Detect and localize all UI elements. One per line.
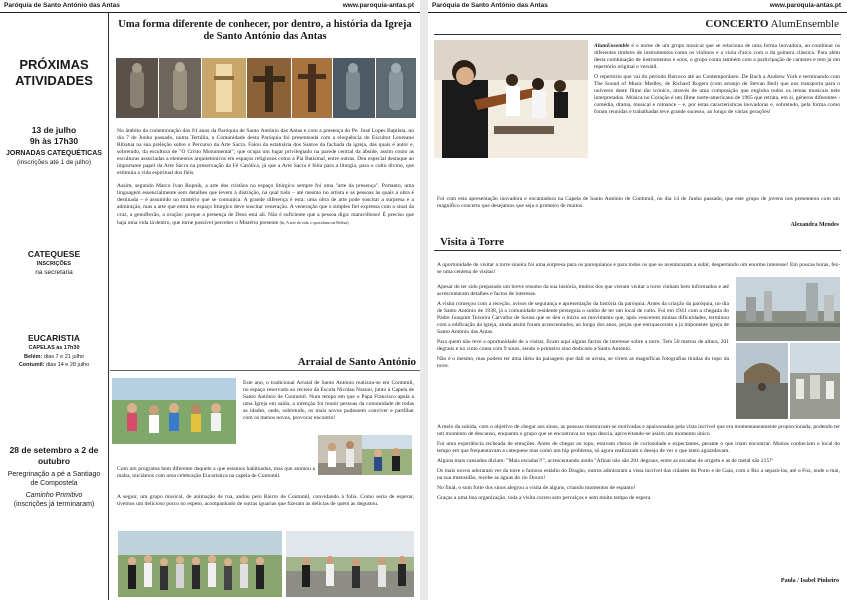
arraial-body-top [243,380,414,425]
arraial-paragraph: Com um programa bem diferente daquele a que estamos habituados, mas que animou a malta, iniciámos com uma celebração Eucarística na capela de Contumil. [117,466,315,480]
tower-body-left [437,284,729,374]
tower-paragraph: A visita começou com a receção, avisos de segurança e apresentação da história da paróquia. Antes da criação da paróquia, no dia de Santo António de 1938, já a comunidade residente perseguia o sonho de ter um local de culto. Foi em 1941 com a chegada do Padre Joaquim Teixeira Carvalho de Sousa que se deu o início ao movimento que, após vencerem muitas dificuldades, terminou com a edificação da igreja, ainda assim foram acrescentados, ao longo dos anos, peças que enriqueceram a já imponente igreja de Santo António das Antas. [437,301,729,336]
concert-paragraph: Foi com esta apresentação inovadora e encantadora na Capela de Santo António de Contumil, no dia 14 de Junho passado, que este grupo de jovens nos presenteou com um magnífico concerto que desejamos que seja o primeiro de muitos. [437,196,840,210]
event-date: 13 de julho [31,125,77,135]
event-belem: Belém: dias 7 e 21 julho [24,353,84,360]
arraial-title: Arraial de Santo António [297,356,416,368]
section-divider [434,34,841,35]
tower-author: Paula / Isabel Pinheiro [780,578,839,584]
tower-paragraph: A oportunidade de visitar a torre sineira foi uma surpresa para os paroquianos e para todos os que se aventuraram a subir, despertando um enorme interesse! Em poucas horas, fez-se uma centena de visitas! [437,262,840,276]
event-name: EUCARISTIA [28,333,80,343]
tower-paragraph: Não é o mesmo, mas podem ter uma ideia da paisagem que dali se avista, se virem as magníficas fotografias tiradas do topo da torre. [437,356,729,370]
arraial-paragraph: A seguir, um grupo musical, de animação de rua, andou pelo Bairro de Contumil, convidando à folia. Como seria de esperar, tivemos um delicioso porco no espeto, acompanhado de outras iguarias que fizeram as delícias de quem as degustou. [117,494,414,508]
article-paragraph: Assim, segundo Marco Ivan Rupnik, a arte dos cristãos no espaço litúrgico sempre foi uma "arte da presença". Portanto, uma linguagem essencialmente sem detalhes que levem à distração, na qual tudo – até mesmo no artista e as pessoas às quais a obra é destinada – é assumido no mistério que se comunica. A grande diferença é esta: uma obra de arte pode suscitar a surpresa e a admiração, mas a arte que entra no espaço litúrgico deve suscitar veneração. A veneração que o simples fiel expressa com o sinal da cruz, a genuflexão, a oração: porque a presença de Deus está ali. Não é suficiente que a pessoa diga: maravilhoso! É preciso que haja uma vida lá dentro, que torne possível perceber o Mistério presente (In, A arte da vida, o quotidiano na Beleza). [117,183,414,226]
event-name: JORNADAS CATEQUÉTICAS [6,150,102,157]
event-note: (inscrições até 1 de julho) [16,158,92,166]
event-note-title: Caminho Primitivo [25,492,83,499]
arraial-photo-group [118,531,282,597]
event-sub: INSCRIÇÕES [36,261,72,267]
sculptures-photo-strip [116,58,416,118]
article-title: Uma forma diferente de conhecer, por dentro, a história da Igreja de Santo António das Antas [118,19,412,42]
article-paragraph: No âmbito da comemoração dos 81 anos da Paróquia de Santo António das Antas e com a presença do Pe. José Lopes Baptista, no dia 7 de Junho passado, numa Tertúlia, a Comunidade desta Paróquia foi presenteada com a eloquência do Escultor Leureano Ribatua na sua preleção sobre o Percurso da Arte Sacra. Falou da estatuária dos Santos da fachada da igreja, das quais é autor e, sobretudo, da escultura de "O Cristo Monumental", que ocupa um lugar privilegiado na parede central da abside, assim como as esculturas associadas a elementos arquitetónicos em espaços religiosos como a Pia Batismal, entre outras. Deu especial destaque ao importante papel da Arte Sacra na preservação da Fé Católica, já que a Arte Sacra é feita para a liturgia, para o culto divino, que estimula a vida espiritual dos fiéis. [117,128,414,177]
arraial-photo-crowd [112,378,236,444]
left-page [0,0,420,600]
section-divider [110,370,420,371]
concert-title: CONCERTO AlumEnsemble [705,18,839,30]
arraial-paragraph: Este ano, o tradicional Arraial de Santo António realizou-se em Contumil, no espaço reservado ao recreio da Escola Nicolau Nasoni, junto à Capela de Santo António de Contumil. Num tempo em que o Papa Francisco apela a uma Igreja em saída, a intenção foi reunir pessoas da comunidade de todas as idades, onde, sobretudo, os mais novos pudessem conviver e partilhar com os menos novos, provocar encontro! [243,380,414,422]
tower-paragraph: Alguns mais cansados diziam: "Mais escadas?!", acrescentando ainda "Afinal não são 201 degraus, entre as escadas de origem e as de metal são 215!" [437,458,774,465]
page-header [428,0,847,13]
tower-body-bottom [437,424,840,505]
tower-paragraph: Graças a uma boa organização, toda a visita correu sem percalços e sem muito tempo de espera. [437,495,652,502]
event-name: CATEQUESE [27,249,81,259]
header-site[interactable]: www.paroquia-antas.pt [342,2,414,9]
concert-author: Alexandra Mendes [790,222,839,228]
event-note: (inscrições já terminaram) [13,500,95,508]
event-eucaristia [4,333,104,370]
activities-sidebar [0,13,109,600]
section-divider [434,250,841,251]
tower-paragraph: No final, o som forte dos sinos alegrou a visita de alguns, criando momentos de espanto! [437,485,636,492]
article-body [117,128,414,230]
tower-paragraph: Para quem não teve a oportunidade de a visitar, ficam aqui alguns factos de interesse sobre a torre. Tem 50 metros de altura, 201 degraus e no cimo conta com 9 sinos, sendo o primeiro sino dedicado a Santo António. [437,339,729,353]
tower-paragraph: Apesar de ter sido preparado um breve resumo da sua história, muitos dos que vieram visitar a torre vinham bem informados e até acrescentaram detalhes e factos de interesse. [437,284,729,298]
event-jornadas [4,125,104,167]
arraial-photo-band [362,435,412,475]
concert-body-top [594,43,840,119]
header-parish: Paróquia de Santo António das Antas [432,2,548,9]
concert-body-bottom [437,196,840,213]
event-sub: CAPELAS às 17h30 [28,345,80,351]
header-site[interactable]: www.paroquia-antas.pt [769,2,841,9]
concert-paragraph: AlumEnsemble é o nome de um grupo musical que se relaciona de uma forma inovadora, ao combinar os diferentes timbres de instrumentos como os violinos e a viola d'arco com o da guitarra clássica. Para além desta combinação de instrumentos e sons, o grupo conta também com a participação de cantores e tem já um repertório original e versátil. [594,43,840,71]
arraial-photo-street [286,531,414,597]
event-name: Peregrinação a pé a Santiago de Compostela [7,471,101,487]
event-contumil: Contumil: dias 14 e 28 julho [18,362,90,368]
concert-paragraph: O repertório que vai do período Barroco até ao Contemporâneo. De Bach a Andrew York e terminando com The Sound of Music Medley, de Richard Rogers (com arranjo de Stevan Beil) que nos transporta para o universo deste filme tão icónico, através de uma composição que engloba todos os temas musicais nele interpretados. Música no Coração é um filme norte-americano de 1965 que retrata, em si, géneros diferentes - comédia, drama, musical e romance – e, por estas características inovadoras e, sobretudo, pela forma como foram reunidas e trabalhadas teve grande sucesso, ao longo de várias gerações! [594,74,840,116]
concert-photo [434,40,588,158]
arraial-body-bottom [117,494,414,511]
arraial-body-mid [117,466,315,483]
event-note: na secretaria [35,268,73,276]
right-page [428,0,847,600]
tower-paragraph: A meio da subida, com o objetivo de chegar aos sinos, as pessoas mostravam-se motivadas e apaixonadas pela vista incrível que era momentaneamente proporcionada, podendo ter um momento de descanso, enquanto o grupo que se encontrava no topo descia, aproveitando-se assim um momento único [437,424,840,438]
page-header [0,0,420,13]
tower-photo-bells [736,343,788,419]
event-peregrinacao [4,445,104,509]
tower-photo-city [736,277,840,341]
header-parish: Paróquia de Santo António das Antas [4,2,120,9]
tower-title: Visita à Torre [440,236,505,248]
citation: (In, A arte da vida, o quotidiano na Beleza). [279,219,350,225]
sidebar-title: PRÓXIMAS ATIVIDADES [15,57,93,88]
event-date: 28 de setembro a 2 de outubro [9,445,99,466]
tower-paragraph: Foi uma experiência recheada de emoções. Antes de chegar ao topo, estavam cheios de curiosidade e expectantes, perante o que iriam encontrar. Muitos conheciam o local do tempo em que frequentavam a catequese mas como um hip problema, só agora realizaram o desejo de ver o que tanto aguardavam. [437,441,840,455]
tower-photo-view [790,343,840,419]
tower-paragraph: Os mais novos adoraram ver da torre o famoso estádio do Dragão, outros admiraram a vista incrível das cidades do Porto e de Gaia, com o Rio a separá-las, até o Foz, onde o mar, na sua imensidão, recebe as águas do rio Douro! [437,468,840,482]
event-catequese [4,249,104,277]
event-time: 9h às 17h30 [29,136,79,146]
